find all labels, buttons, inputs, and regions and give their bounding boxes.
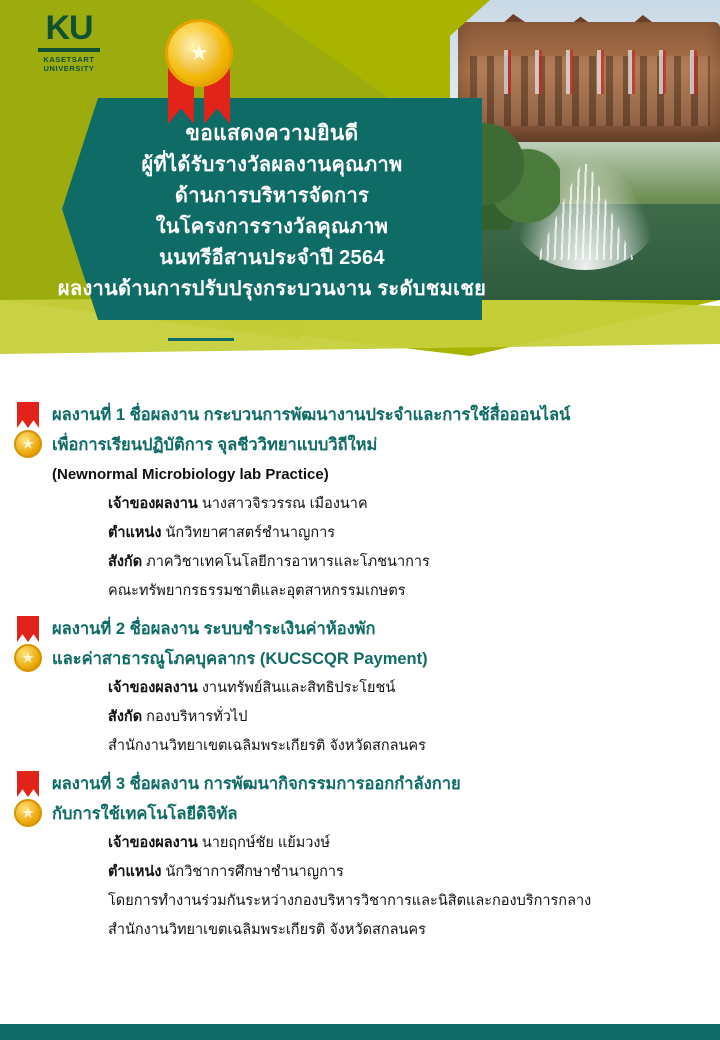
award-1-detail-2-label: ตำแหน่ง bbox=[108, 525, 162, 541]
award-2-title-row bbox=[0, 614, 720, 644]
award-3-detail-4-value: สำนักงานวิทยาเขตเฉลิมพระเกียรติ จังหวัดสกลนคร bbox=[108, 922, 426, 938]
banner-line-5: นนทรีอีสานประจำปี 2564 bbox=[159, 246, 385, 269]
award-3-subtitle: กับการใช้เทคโนโลยีดิจิทัล bbox=[52, 805, 238, 823]
congratulation-banner-text bbox=[57, 98, 487, 320]
award-3-detail-1 bbox=[0, 829, 720, 858]
award-3-detail-3-value: โดยการทำงานร่วมกันระหว่างกองบริหารวิชาการและนิสิตและกองบริการกลาง bbox=[108, 893, 592, 909]
ribbon-icon-left-tail bbox=[17, 616, 28, 642]
award-1-title-row bbox=[0, 400, 720, 430]
photo-flags bbox=[480, 50, 710, 94]
banner-accent-divider bbox=[168, 338, 234, 341]
ribbon-icon-left-tail bbox=[17, 771, 28, 797]
award-1-detail-3-value: ภาควิชาเทคโนโลยีการอาหารและโภชนาการ bbox=[146, 554, 430, 570]
award-3-title-row bbox=[0, 769, 720, 799]
award-3-detail-2-label: ตำแหน่ง bbox=[108, 864, 162, 880]
ribbon-icon bbox=[14, 402, 42, 430]
footer-bar bbox=[0, 1024, 720, 1040]
banner-line-6: ผลงานด้านการปรับปรุงกระบวนงาน ระดับชมเชย bbox=[57, 277, 487, 300]
award-3-detail-3 bbox=[0, 887, 720, 916]
award-1-detail-1-label: เจ้าของผลงาน bbox=[108, 496, 198, 512]
award-2-detail-2 bbox=[0, 703, 720, 732]
award-3-title: ผลงานที่ 3 ชื่อผลงาน การพัฒนากิจกรรมการออกกำลังกาย bbox=[52, 775, 461, 793]
award-1-english-title: (Newnormal Microbiology lab Practice) bbox=[52, 466, 329, 483]
award-2-detail-1 bbox=[0, 674, 720, 703]
ku-logo-subtitle-1: KASETSART bbox=[43, 55, 95, 64]
award-3-detail-2 bbox=[0, 858, 720, 887]
award-item-3 bbox=[0, 769, 720, 945]
award-3-detail-4 bbox=[0, 916, 720, 945]
award-3-subtitle-row bbox=[0, 799, 720, 829]
ku-logo bbox=[26, 10, 112, 88]
banner-line-1: ขอแสดงความยินดี bbox=[185, 121, 359, 145]
award-3-detail-1-label: เจ้าของผลงาน bbox=[108, 835, 198, 851]
award-2-subtitle: และค่าสาธารณูโภคบุคลากร (KUCSCQR Payment) bbox=[52, 650, 428, 668]
award-2-detail-2-value: กองบริหารทั่วไป bbox=[146, 709, 248, 725]
award-2-title: ผลงานที่ 2 ชื่อผลงาน ระบบชำระเงินค่าห้องพัก bbox=[52, 620, 376, 638]
award-1-detail-2 bbox=[0, 519, 720, 548]
award-item-2 bbox=[0, 614, 720, 761]
star-icon: ★ bbox=[189, 40, 209, 65]
award-1-title: ผลงานที่ 1 ชื่อผลงาน กระบวนการพัฒนางานประจำและการใช้สื่อออนไลน์ bbox=[52, 406, 571, 424]
award-3-detail-2-value: นักวิชาการศึกษาชำนาญการ bbox=[165, 864, 344, 880]
award-1-detail-4-value: คณะทรัพยากรธรรมชาติและอุตสาหกรรมเกษตร bbox=[108, 583, 406, 599]
medal-inner-disc bbox=[178, 32, 220, 74]
award-2-detail-1-label: เจ้าของผลงาน bbox=[108, 680, 198, 696]
award-1-detail-1-value: นางสาวจิรวรรณ เมืองนาค bbox=[201, 496, 368, 512]
award-2-detail-3 bbox=[0, 732, 720, 761]
banner-line-2: ผู้ที่ได้รับรางวัลผลงานคุณภาพ bbox=[141, 153, 403, 176]
campus-photo bbox=[450, 0, 720, 300]
award-1-subtitle: เพื่อการเรียนปฏิบัติการ จุลชีววิทยาแบบวิถีใหม่ bbox=[52, 436, 378, 454]
medal-icon: ★ bbox=[14, 430, 42, 458]
medal-icon: ★ bbox=[14, 799, 42, 827]
ku-logo-subtitle-2: UNIVERSITY bbox=[43, 64, 95, 73]
award-2-detail-2-label: สังกัด bbox=[108, 709, 143, 725]
ribbon-icon-right-tail bbox=[28, 402, 39, 428]
award-item-1 bbox=[0, 400, 720, 606]
award-2-detail-3-value: สำนักงานวิทยาเขตเฉลิมพระเกียรติ จังหวัดสกลนคร bbox=[108, 738, 426, 754]
award-1-detail-2-value: นักวิทยาศาสตร์ชำนาญการ bbox=[165, 525, 336, 541]
award-1-detail-3 bbox=[0, 548, 720, 577]
award-3-detail-1-value: นายฤกษ์ชัย แย้มวงษ์ bbox=[201, 835, 331, 851]
ribbon-icon-left-tail bbox=[17, 402, 28, 428]
banner-line-4: ในโครงการรางวัลคุณภาพ bbox=[155, 215, 389, 238]
award-1-detail-1 bbox=[0, 490, 720, 519]
award-1-detail-3-label: สังกัด bbox=[108, 554, 143, 570]
award-2-subtitle-row bbox=[0, 644, 720, 674]
award-2-detail-1-value: งานทรัพย์สินและสิทธิประโยชน์ bbox=[201, 680, 396, 696]
ribbon-icon-right-tail bbox=[28, 771, 39, 797]
award-1-detail-4 bbox=[0, 577, 720, 606]
ribbon-icon bbox=[14, 771, 42, 799]
medal-icon: ★ bbox=[14, 644, 42, 672]
ku-logo-bar bbox=[38, 48, 100, 52]
ku-logo-mark: KU bbox=[45, 9, 93, 47]
banner-line-3: ด้านการบริหารจัดการ bbox=[174, 184, 370, 207]
awards-list bbox=[0, 400, 720, 947]
ribbon-icon bbox=[14, 616, 42, 644]
award-medal-icon bbox=[156, 16, 242, 120]
award-1-subtitle-row bbox=[0, 430, 720, 460]
ribbon-icon-right-tail bbox=[28, 616, 39, 642]
